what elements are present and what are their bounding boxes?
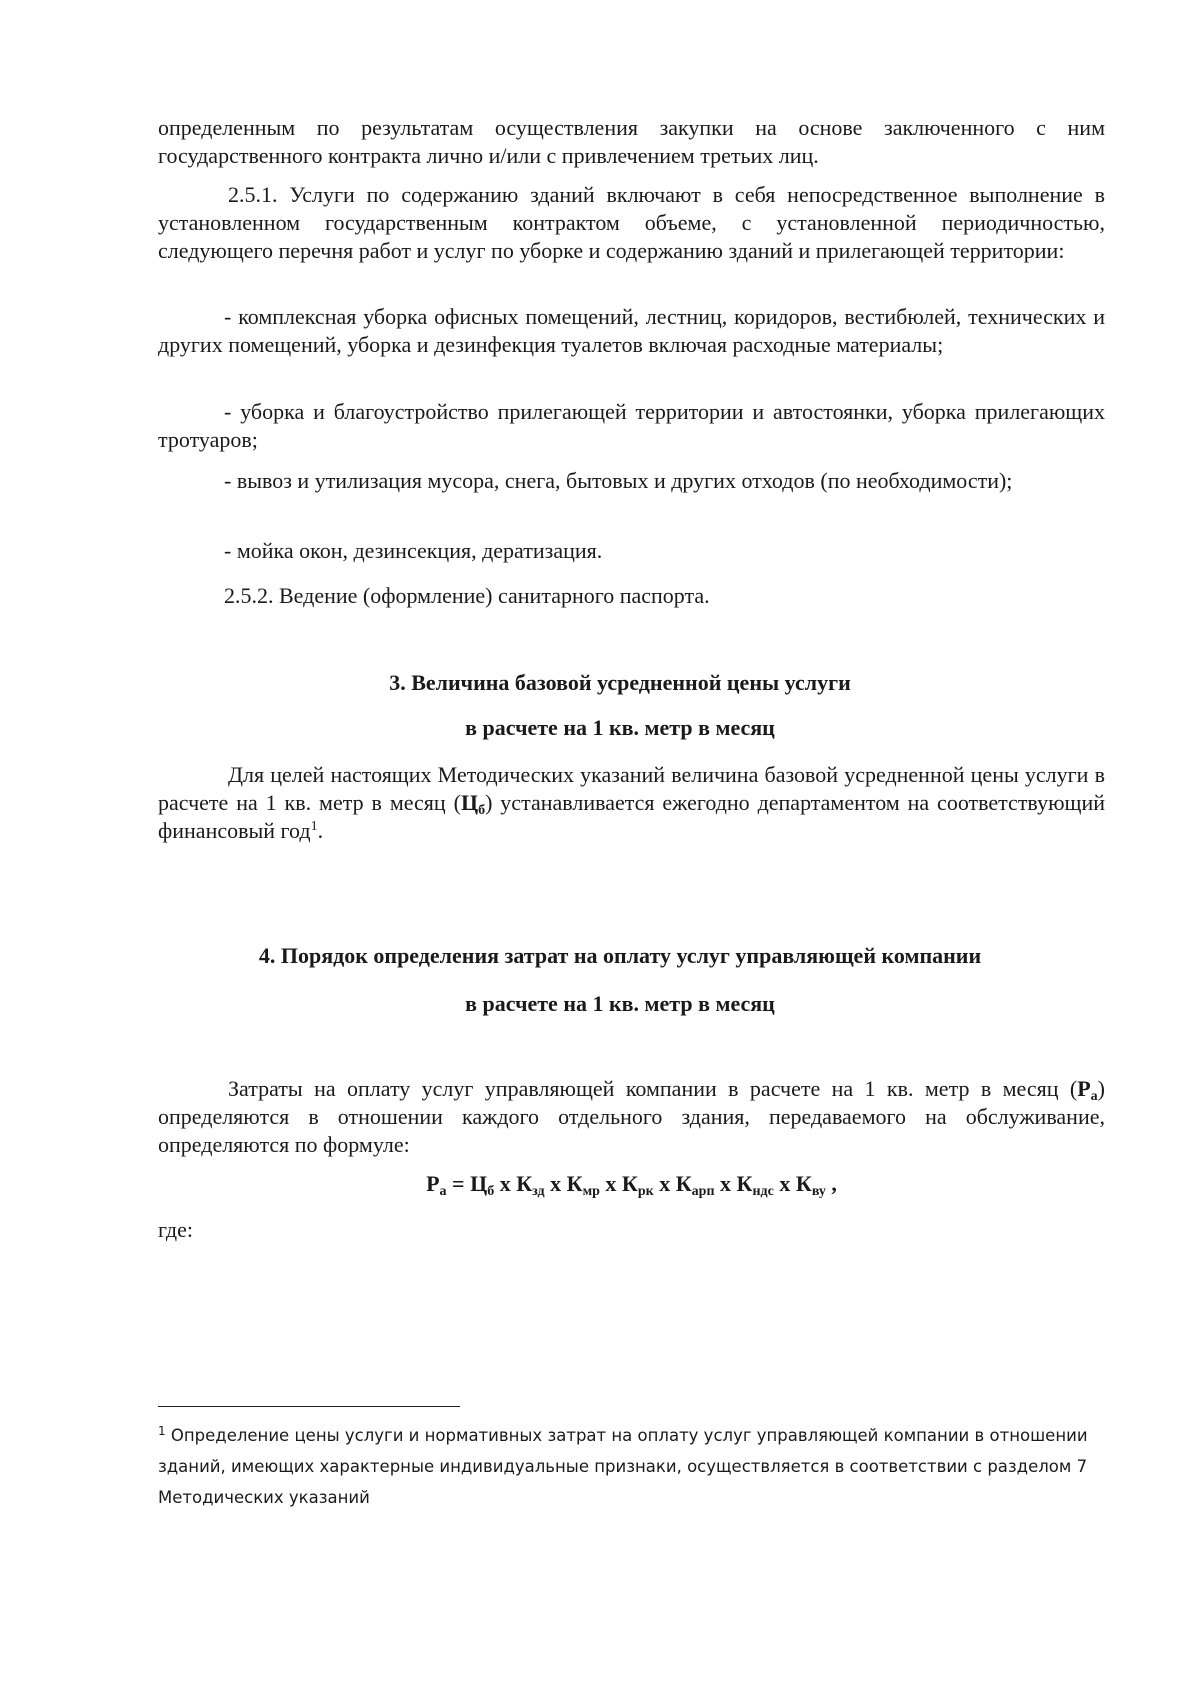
list-item-text: - комплексная уборка офисных помещений, лестниц, коридоров, вестибюлей, технических и других помещений, уборка и дезинфекция туалетов включая расходные материалы; [158, 304, 1105, 357]
intro-paragraph [158, 114, 1105, 170]
cost-formula [158, 1170, 1105, 1198]
section-4-heading-line1: 4. Порядок определения затрат на оплату услуг управляющей компании [258, 943, 982, 968]
section-4-subheading [120, 990, 1120, 1018]
formula-lhs-sub: а [439, 1184, 447, 1199]
formula-factor: К [566, 1171, 583, 1196]
formula-factor-sub: мр [582, 1184, 600, 1199]
section-3-heading-line1: 3. Величина базовой усредненной цены услуги [389, 670, 851, 695]
section-4-paragraph [158, 1075, 1105, 1159]
section-3-heading [120, 669, 1120, 697]
list-item [158, 467, 1105, 495]
clause-2-5-1-text: 2.5.1. Услуги по содержанию зданий включают в себя непосредственное выполнение в установленном государственным контрактом объеме, с установленной периодичностью, следующего перечня работ и услуг по уборке и содержанию зданий и прилегающей территории: [158, 182, 1105, 263]
formula-factor: К [795, 1171, 812, 1196]
footnote-ref[interactable]: 1 [310, 819, 318, 834]
clause-2-5-1 [158, 181, 1105, 265]
section-4-text-part2: ) определяются в отношении каждого отдельного здания, передаваемого на обслуживание, определяются по формуле: [158, 1076, 1105, 1157]
section-3-subheading [120, 714, 1120, 742]
formula-times: х [544, 1171, 567, 1196]
formula-factor: К [621, 1171, 638, 1196]
formula-factor-sub: рк [637, 1184, 654, 1199]
clause-2-5-2-text: 2.5.2. Ведение (оформление) санитарного паспорта. [224, 583, 710, 608]
formula-times: х [653, 1171, 676, 1196]
where-label [158, 1216, 1105, 1244]
section-3-heading-line2: в расчете на 1 кв. метр в месяц [465, 715, 775, 740]
list-item [158, 398, 1105, 454]
footnote-divider [158, 1406, 460, 1407]
formula-times: х [599, 1171, 622, 1196]
cost-symbol-sub: а [1090, 1089, 1098, 1104]
list-item-text: - уборка и благоустройство прилегающей территории и автостоянки, уборка прилегающих тротуаров; [158, 399, 1105, 452]
footnote [158, 1420, 1105, 1513]
footnote-number: 1 [158, 1424, 166, 1438]
formula-factor-sub: арп [691, 1184, 715, 1199]
price-symbol: Ц [460, 790, 479, 815]
formula-factor-sub: зд [532, 1184, 545, 1199]
section-4-heading [120, 942, 1120, 970]
section-4-text-part1: Затраты на оплату услуг управляющей компании в расчете на 1 кв. метр в месяц ( [228, 1076, 1078, 1101]
list-item [158, 303, 1105, 359]
section-3-text-end: . [317, 818, 324, 843]
cost-symbol: Р [1077, 1076, 1091, 1101]
formula-end: , [825, 1171, 837, 1196]
formula-factor: К [675, 1171, 692, 1196]
formula-equals: = [446, 1171, 471, 1196]
list-item [158, 537, 1105, 565]
formula-factor: К [516, 1171, 533, 1196]
formula-factor: К [736, 1171, 753, 1196]
formula-times: х [714, 1171, 737, 1196]
formula-times: х [494, 1171, 517, 1196]
formula-factor-sub: ву [811, 1184, 826, 1199]
footnote-text: Определение цены услуги и нормативных затрат на оплату услуг управляющей компании в отношении зданий, имеющих характерные индивидуальные признаки, осуществляется в соответствии с разделом 7 Методических указаний [158, 1426, 1088, 1507]
section-3-text-part2: ) устанавливается ежегодно департаментом на соответствующий финансовый год [158, 790, 1105, 843]
where-text: где: [158, 1217, 193, 1242]
formula-times: х [773, 1171, 796, 1196]
formula-factor-sub: ндс [752, 1184, 774, 1199]
formula-lhs: Р [426, 1171, 440, 1196]
list-item-text: - мойка окон, дезинсекция, дератизация. [224, 538, 603, 563]
section-3-text-part1: Для целей настоящих Методических указаний величина базовой усредненной цены услуги в расчете на 1 кв. метр в месяц ( [158, 762, 1105, 815]
formula-factor: Ц [470, 1171, 488, 1196]
price-symbol-sub: б [478, 803, 486, 818]
list-item-text: - вывоз и утилизация мусора, снега, бытовых и других отходов (по необходимости); [224, 468, 1013, 493]
formula-factor-sub: б [487, 1184, 495, 1199]
section-3-paragraph [158, 761, 1105, 845]
clause-2-5-2 [158, 582, 1105, 610]
intro-text: определенным по результатам осуществления закупки на основе заключенного с ним государственного контракта лично и/или с привлечением третьих лиц. [158, 115, 1105, 168]
section-4-heading-line2: в расчете на 1 кв. метр в месяц [465, 991, 775, 1016]
